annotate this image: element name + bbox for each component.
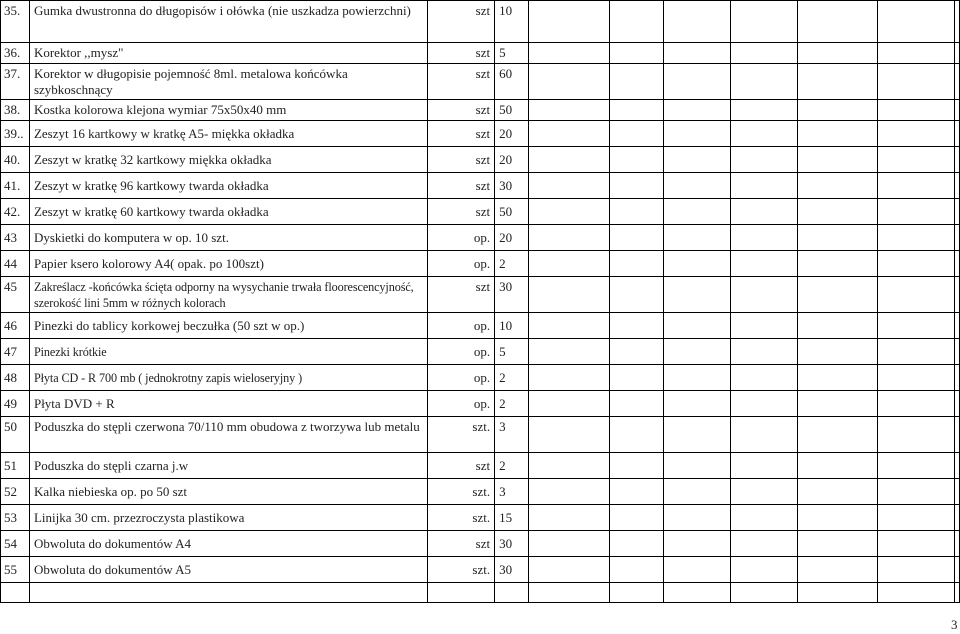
empty-cell bbox=[797, 225, 878, 251]
empty-cell bbox=[954, 505, 959, 531]
unit-cell: szt bbox=[428, 64, 495, 100]
row-number: 40. bbox=[1, 147, 30, 173]
empty-cell bbox=[797, 505, 878, 531]
empty-cell bbox=[878, 100, 955, 121]
item-name: Płyta DVD + R bbox=[29, 391, 427, 417]
empty-cell bbox=[954, 100, 959, 121]
empty-cell bbox=[954, 557, 959, 583]
empty-cell bbox=[878, 583, 955, 603]
empty-cell bbox=[529, 173, 610, 199]
empty-cell bbox=[731, 365, 798, 391]
empty-cell bbox=[664, 277, 731, 313]
empty-cell bbox=[954, 453, 959, 479]
row-number: 47 bbox=[1, 339, 30, 365]
table-row bbox=[1, 1, 960, 43]
unit-cell: op. bbox=[428, 365, 495, 391]
empty-cell bbox=[609, 199, 664, 225]
quantity-cell: 60 bbox=[495, 64, 529, 100]
empty-cell bbox=[529, 479, 610, 505]
empty-cell bbox=[878, 199, 955, 225]
unit-cell: szt bbox=[428, 173, 495, 199]
empty-cell bbox=[609, 121, 664, 147]
item-name: Zeszyt w kratkę 32 kartkowy miękka okładka bbox=[29, 147, 427, 173]
empty-cell bbox=[609, 173, 664, 199]
row-number: 43 bbox=[1, 225, 30, 251]
empty-cell bbox=[609, 583, 664, 603]
item-name: Pinezki do tablicy korkowej beczułka (50 szt w op.) bbox=[29, 313, 427, 339]
item-name: Korektor w długopisie pojemność 8ml. metalowa końcówka szybkoschnący bbox=[29, 64, 427, 100]
empty-cell bbox=[797, 251, 878, 277]
empty-cell bbox=[529, 147, 610, 173]
unit-cell: szt. bbox=[428, 557, 495, 583]
empty-cell bbox=[529, 43, 610, 64]
empty-cell bbox=[797, 121, 878, 147]
row-number: 36. bbox=[1, 43, 30, 64]
empty-cell bbox=[609, 391, 664, 417]
empty-cell bbox=[954, 225, 959, 251]
quantity-cell: 2 bbox=[495, 251, 529, 277]
unit-cell: szt bbox=[428, 531, 495, 557]
quantity-cell: 30 bbox=[495, 277, 529, 313]
quantity-cell: 30 bbox=[495, 557, 529, 583]
empty-cell bbox=[878, 453, 955, 479]
empty-cell bbox=[731, 417, 798, 453]
empty-cell bbox=[797, 147, 878, 173]
empty-cell bbox=[529, 199, 610, 225]
empty-cell bbox=[609, 365, 664, 391]
empty-cell bbox=[529, 365, 610, 391]
row-number: 45 bbox=[1, 277, 30, 313]
empty-cell bbox=[529, 531, 610, 557]
empty-cell bbox=[529, 557, 610, 583]
empty-cell bbox=[609, 1, 664, 43]
row-number: 51 bbox=[1, 453, 30, 479]
empty-cell bbox=[797, 339, 878, 365]
item-name: Gumka dwustronna do długopisów i ołówka (nie uszkadza powierzchni) bbox=[29, 1, 427, 43]
table-row bbox=[1, 417, 960, 453]
empty-cell bbox=[529, 100, 610, 121]
empty-cell bbox=[797, 100, 878, 121]
empty-cell bbox=[664, 453, 731, 479]
quantity-cell: 20 bbox=[495, 121, 529, 147]
empty-cell bbox=[954, 583, 959, 603]
table-row bbox=[1, 505, 960, 531]
empty-cell bbox=[731, 225, 798, 251]
empty-cell bbox=[878, 313, 955, 339]
row-number: 48 bbox=[1, 365, 30, 391]
unit-cell: szt bbox=[428, 1, 495, 43]
empty-cell bbox=[731, 531, 798, 557]
item-name: Płyta CD - R 700 mb ( jednokrotny zapis wieloseryjny ) bbox=[29, 365, 427, 391]
empty-cell bbox=[878, 339, 955, 365]
row-number: 50 bbox=[1, 417, 30, 453]
table-row bbox=[1, 365, 960, 391]
empty-cell bbox=[731, 479, 798, 505]
item-name: Poduszka do stępli czerwona 70/110 mm obudowa z tworzywa lub metalu bbox=[29, 417, 427, 453]
quantity-cell: 2 bbox=[495, 453, 529, 479]
quantity-cell: 5 bbox=[495, 43, 529, 64]
empty-cell bbox=[731, 277, 798, 313]
page-number: 3 bbox=[951, 617, 958, 632]
empty-cell bbox=[731, 339, 798, 365]
empty-cell bbox=[954, 391, 959, 417]
row-number: 37. bbox=[1, 64, 30, 100]
empty-cell bbox=[954, 1, 959, 43]
table-row bbox=[1, 225, 960, 251]
table-row bbox=[1, 391, 960, 417]
empty-cell bbox=[529, 313, 610, 339]
empty-cell bbox=[878, 417, 955, 453]
table-row bbox=[1, 531, 960, 557]
unit-cell: op. bbox=[428, 251, 495, 277]
table-row bbox=[1, 339, 960, 365]
empty-cell bbox=[878, 251, 955, 277]
empty-cell bbox=[664, 505, 731, 531]
item-name: Obwoluta do dokumentów A5 bbox=[29, 557, 427, 583]
empty-cell bbox=[878, 173, 955, 199]
item-name: Linijka 30 cm. przezroczysta plastikowa bbox=[29, 505, 427, 531]
table-row bbox=[1, 100, 960, 121]
empty-cell bbox=[731, 557, 798, 583]
empty-cell bbox=[664, 64, 731, 100]
unit-cell: szt bbox=[428, 121, 495, 147]
empty-cell bbox=[609, 225, 664, 251]
row-number: 42. bbox=[1, 199, 30, 225]
empty-cell bbox=[664, 557, 731, 583]
item-name: Papier ksero kolorowy A4( opak. po 100szt) bbox=[29, 251, 427, 277]
empty-cell bbox=[731, 313, 798, 339]
empty-cell bbox=[529, 339, 610, 365]
unit-cell: szt bbox=[428, 453, 495, 479]
empty-cell bbox=[664, 1, 731, 43]
empty-cell bbox=[954, 121, 959, 147]
quantity-cell: 15 bbox=[495, 505, 529, 531]
empty-cell bbox=[664, 339, 731, 365]
empty-cell bbox=[529, 277, 610, 313]
empty-row bbox=[1, 583, 960, 603]
unit-cell: szt bbox=[428, 43, 495, 64]
table-row bbox=[1, 121, 960, 147]
item-name: Zeszyt 16 kartkowy w kratkę A5- miękka okładka bbox=[29, 121, 427, 147]
quantity-cell: 20 bbox=[495, 147, 529, 173]
item-name: Zakreślacz -końcówka ścięta odporny na wysychanie trwała floorescencyjność, szerokość lini 5mm w różnych kolorach bbox=[29, 277, 427, 313]
unit-cell: op. bbox=[428, 313, 495, 339]
table-row bbox=[1, 173, 960, 199]
empty-cell bbox=[797, 173, 878, 199]
empty-cell bbox=[878, 391, 955, 417]
empty-cell bbox=[609, 417, 664, 453]
empty-cell bbox=[664, 417, 731, 453]
empty-cell bbox=[878, 64, 955, 100]
row-number: 53 bbox=[1, 505, 30, 531]
table-row bbox=[1, 453, 960, 479]
empty-cell bbox=[797, 479, 878, 505]
empty-cell bbox=[731, 391, 798, 417]
empty-cell bbox=[954, 277, 959, 313]
empty-cell bbox=[954, 43, 959, 64]
empty-cell bbox=[954, 531, 959, 557]
quantity-cell: 50 bbox=[495, 199, 529, 225]
empty-cell bbox=[797, 43, 878, 64]
empty-cell bbox=[609, 147, 664, 173]
empty-cell bbox=[954, 365, 959, 391]
unit-cell: szt bbox=[428, 199, 495, 225]
empty-cell bbox=[878, 557, 955, 583]
empty-cell bbox=[664, 225, 731, 251]
empty-cell bbox=[797, 1, 878, 43]
empty-cell bbox=[878, 531, 955, 557]
unit-cell: op. bbox=[428, 391, 495, 417]
empty-cell bbox=[797, 64, 878, 100]
empty-cell bbox=[664, 365, 731, 391]
unit-cell: szt bbox=[428, 147, 495, 173]
unit-cell: szt. bbox=[428, 479, 495, 505]
row-number: 44 bbox=[1, 251, 30, 277]
empty-cell bbox=[1, 583, 30, 603]
empty-cell bbox=[609, 479, 664, 505]
table-row bbox=[1, 277, 960, 313]
empty-cell bbox=[664, 479, 731, 505]
unit-cell: op. bbox=[428, 339, 495, 365]
empty-cell bbox=[29, 583, 427, 603]
empty-cell bbox=[731, 100, 798, 121]
row-number: 49 bbox=[1, 391, 30, 417]
empty-cell bbox=[664, 147, 731, 173]
quantity-cell: 30 bbox=[495, 173, 529, 199]
empty-cell bbox=[529, 391, 610, 417]
quantity-cell: 10 bbox=[495, 313, 529, 339]
quantity-cell: 5 bbox=[495, 339, 529, 365]
quantity-cell: 30 bbox=[495, 531, 529, 557]
empty-cell bbox=[731, 64, 798, 100]
unit-cell: szt. bbox=[428, 505, 495, 531]
empty-cell bbox=[428, 583, 495, 603]
quantity-cell: 50 bbox=[495, 100, 529, 121]
unit-cell: szt bbox=[428, 100, 495, 121]
quantity-cell: 3 bbox=[495, 417, 529, 453]
empty-cell bbox=[609, 339, 664, 365]
quantity-cell: 20 bbox=[495, 225, 529, 251]
row-number: 35. bbox=[1, 1, 30, 43]
empty-cell bbox=[529, 583, 610, 603]
empty-cell bbox=[529, 251, 610, 277]
empty-cell bbox=[731, 583, 798, 603]
empty-cell bbox=[664, 251, 731, 277]
empty-cell bbox=[878, 479, 955, 505]
empty-cell bbox=[731, 199, 798, 225]
empty-cell bbox=[529, 64, 610, 100]
table-row bbox=[1, 313, 960, 339]
quantity-cell: 2 bbox=[495, 365, 529, 391]
table-row bbox=[1, 147, 960, 173]
empty-cell bbox=[609, 531, 664, 557]
empty-cell bbox=[797, 199, 878, 225]
empty-cell bbox=[797, 531, 878, 557]
empty-cell bbox=[797, 583, 878, 603]
item-name: Pinezki krótkie bbox=[29, 339, 427, 365]
empty-cell bbox=[609, 64, 664, 100]
item-name: Zeszyt w kratkę 96 kartkowy twarda okładka bbox=[29, 173, 427, 199]
empty-cell bbox=[731, 505, 798, 531]
row-number: 46 bbox=[1, 313, 30, 339]
unit-cell: szt bbox=[428, 277, 495, 313]
empty-cell bbox=[731, 43, 798, 64]
unit-cell: op. bbox=[428, 225, 495, 251]
empty-cell bbox=[954, 147, 959, 173]
empty-cell bbox=[797, 391, 878, 417]
empty-cell bbox=[954, 313, 959, 339]
quantity-cell: 3 bbox=[495, 479, 529, 505]
quantity-cell: 10 bbox=[495, 1, 529, 43]
empty-cell bbox=[731, 173, 798, 199]
quantity-cell: 2 bbox=[495, 391, 529, 417]
empty-cell bbox=[954, 339, 959, 365]
empty-cell bbox=[797, 365, 878, 391]
empty-cell bbox=[797, 313, 878, 339]
empty-cell bbox=[609, 453, 664, 479]
table-row bbox=[1, 557, 960, 583]
empty-cell bbox=[878, 505, 955, 531]
item-name: Kostka kolorowa klejona wymiar 75x50x40 mm bbox=[29, 100, 427, 121]
empty-cell bbox=[797, 557, 878, 583]
empty-cell bbox=[731, 121, 798, 147]
empty-cell bbox=[954, 417, 959, 453]
empty-cell bbox=[664, 199, 731, 225]
unit-cell: szt. bbox=[428, 417, 495, 453]
empty-cell bbox=[609, 251, 664, 277]
empty-cell bbox=[609, 100, 664, 121]
empty-cell bbox=[878, 147, 955, 173]
empty-cell bbox=[731, 251, 798, 277]
empty-cell bbox=[664, 313, 731, 339]
item-name: Zeszyt w kratkę 60 kartkowy twarda okładka bbox=[29, 199, 427, 225]
empty-cell bbox=[609, 505, 664, 531]
item-name: Dyskietki do komputera w op. 10 szt. bbox=[29, 225, 427, 251]
empty-cell bbox=[664, 43, 731, 64]
row-number: 41. bbox=[1, 173, 30, 199]
item-name: Korektor ,,mysz" bbox=[29, 43, 427, 64]
row-number: 38. bbox=[1, 100, 30, 121]
row-number: 55 bbox=[1, 557, 30, 583]
empty-cell bbox=[731, 453, 798, 479]
empty-cell bbox=[878, 1, 955, 43]
empty-cell bbox=[495, 583, 529, 603]
empty-cell bbox=[954, 199, 959, 225]
empty-cell bbox=[529, 225, 610, 251]
empty-cell bbox=[878, 43, 955, 64]
empty-cell bbox=[609, 557, 664, 583]
empty-cell bbox=[529, 453, 610, 479]
empty-cell bbox=[731, 147, 798, 173]
empty-cell bbox=[797, 453, 878, 479]
row-number: 54 bbox=[1, 531, 30, 557]
item-name: Obwoluta do dokumentów A4 bbox=[29, 531, 427, 557]
item-name: Kalka niebieska op. po 50 szt bbox=[29, 479, 427, 505]
empty-cell bbox=[529, 505, 610, 531]
empty-cell bbox=[609, 313, 664, 339]
empty-cell bbox=[664, 121, 731, 147]
empty-cell bbox=[664, 583, 731, 603]
table-row bbox=[1, 199, 960, 225]
table-row bbox=[1, 43, 960, 64]
table-row bbox=[1, 64, 960, 100]
empty-cell bbox=[878, 365, 955, 391]
empty-cell bbox=[954, 173, 959, 199]
table-row bbox=[1, 479, 960, 505]
empty-cell bbox=[609, 277, 664, 313]
empty-cell bbox=[797, 277, 878, 313]
table-row bbox=[1, 251, 960, 277]
empty-cell bbox=[878, 277, 955, 313]
empty-cell bbox=[954, 64, 959, 100]
empty-cell bbox=[664, 100, 731, 121]
empty-cell bbox=[731, 1, 798, 43]
empty-cell bbox=[664, 391, 731, 417]
empty-cell bbox=[609, 43, 664, 64]
empty-cell bbox=[797, 417, 878, 453]
item-name: Poduszka do stępli czarna j.w bbox=[29, 453, 427, 479]
empty-cell bbox=[664, 531, 731, 557]
empty-cell bbox=[878, 121, 955, 147]
empty-cell bbox=[954, 251, 959, 277]
empty-cell bbox=[529, 121, 610, 147]
empty-cell bbox=[529, 1, 610, 43]
empty-cell bbox=[529, 417, 610, 453]
row-number: 52 bbox=[1, 479, 30, 505]
row-number: 39.. bbox=[1, 121, 30, 147]
empty-cell bbox=[664, 173, 731, 199]
empty-cell bbox=[878, 225, 955, 251]
empty-cell bbox=[954, 479, 959, 505]
